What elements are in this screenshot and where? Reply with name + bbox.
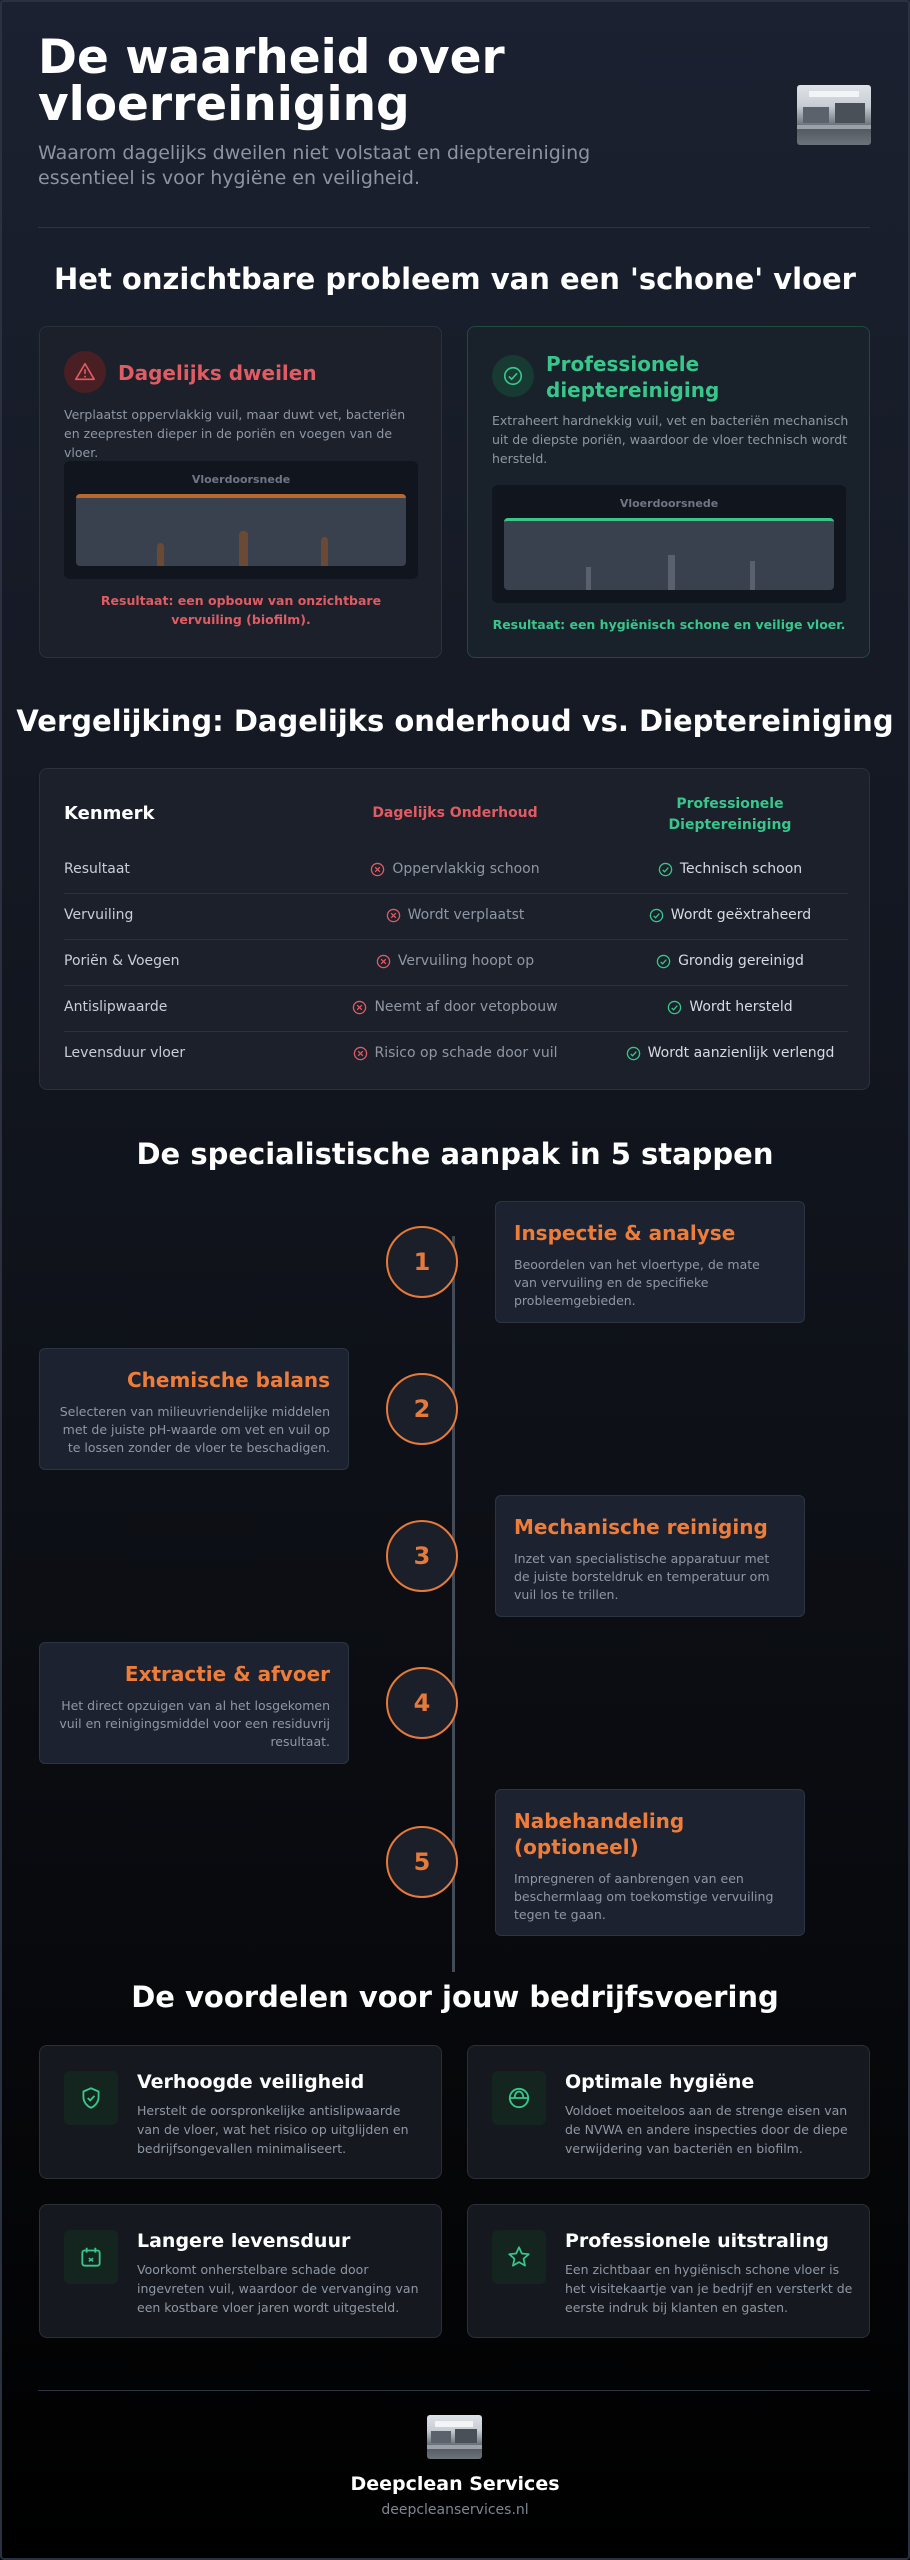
step-text: Inzet van specialistische apparatuur met de juiste borsteldruk en temperatuur om vuil los te trillen. (514, 1551, 770, 1602)
x-circle-icon (386, 908, 401, 923)
dirt-pore (239, 531, 248, 566)
deep-cell-text: Wordt geëxtraheerd (670, 907, 812, 923)
calendar-icon (64, 2230, 118, 2284)
benefit-card-hygiene (467, 2045, 870, 2179)
daily-cell (340, 907, 570, 923)
step-card-2 (39, 1348, 349, 1470)
check-circle-icon (656, 954, 671, 969)
row-label: Poriën & Voegen (64, 953, 180, 969)
x-circle-icon (376, 954, 391, 969)
benefit-title: Optimale hygiëne (565, 2071, 755, 2093)
footer-divider (38, 2390, 870, 2391)
footer-website-link[interactable]: deepcleanservices.nl (381, 2502, 529, 2518)
daily-cell-text: Vervuiling hoopt op (397, 953, 535, 969)
daily-cell-text: Neemt af door vetopbouw (374, 999, 558, 1015)
benefit-card-appearance (467, 2204, 870, 2338)
col-header-deep: Professionele Dieptereiniging (668, 796, 792, 833)
deep-floor-diagram (492, 485, 846, 603)
benefit-title: Langere levensduur (137, 2230, 351, 2252)
check-circle-icon (658, 862, 673, 877)
comparison-heading: Vergelijking: Dagelijks onderhoud vs. Dieptereiniging (16, 704, 894, 738)
row-divider (64, 985, 848, 986)
daily-mopping-card (39, 326, 442, 658)
row-divider (64, 939, 848, 940)
benefit-text: Voldoet moeiteloos aan de strenge eisen van de NVWA en andere inspecties door de diepe verwijdering van bacteriën en biofilm. (565, 2103, 848, 2156)
hygiene-icon (492, 2071, 546, 2125)
step-title: Nabehandeling (optioneel) (514, 1809, 685, 1859)
deep-cell-text: Grondig gereinigd (678, 953, 804, 969)
header-logo-image (797, 85, 871, 145)
x-circle-icon (370, 862, 385, 877)
dirt-pore (321, 537, 328, 566)
deep-cleaning-card (467, 326, 870, 658)
check-circle-icon (626, 1046, 641, 1061)
benefit-text: Herstelt de oorspronkelijke antislipwaarde van de vloer, wat het risico op uitglijden en bedrijfsongevallen minimaliseert. (137, 2103, 409, 2156)
deep-cell-text: Technisch schoon (679, 861, 803, 877)
step-card-4 (39, 1642, 349, 1764)
daily-floor-diagram (64, 461, 418, 579)
comparison-table (39, 768, 870, 1090)
deep-card-title: Professionele dieptereiniging (546, 352, 720, 402)
header-divider (38, 227, 870, 228)
step-number-3: 3 (386, 1520, 458, 1592)
row-label: Antislipwaarde (64, 999, 168, 1015)
daily-cell (340, 861, 570, 877)
daily-cell (340, 953, 570, 969)
benefits-heading: De voordelen voor jouw bedrijfsvoering (131, 1980, 779, 2014)
deep-card-result: Resultaat: een hygiënisch schone en veilige vloer. (492, 617, 846, 632)
step-card-5 (495, 1789, 805, 1936)
row-label: Resultaat (64, 861, 130, 877)
row-label: Levensduur vloer (64, 1045, 186, 1061)
daily-cell-text: Wordt verplaatst (407, 907, 525, 923)
step-title: Inspectie & analyse (514, 1221, 736, 1245)
deep-cell (610, 907, 850, 923)
deep-cell (610, 999, 850, 1015)
dirt-pore (157, 543, 164, 566)
step-number-1: 1 (386, 1226, 458, 1298)
step-card-3 (495, 1495, 805, 1617)
deep-cell (600, 1045, 860, 1061)
step-text: Impregneren of aanbrengen van een beschermlaag om toekomstige vervuiling tegen te gaan. (514, 1871, 774, 1922)
step-text: Beoordelen van het vloertype, de mate van vervuiling en de specifieke probleemgebieden. (514, 1257, 760, 1308)
benefit-title: Professionele uitstraling (565, 2230, 829, 2252)
benefit-card-safety (39, 2045, 442, 2179)
step-title: Chemische balans (126, 1368, 330, 1392)
x-circle-icon (353, 1046, 368, 1061)
footer-company-name: Deepclean Services (350, 2473, 560, 2495)
step-text: Selecteren van milieuvriendelijke middelen met de juiste pH-waarde om vet en vuil op te lossen zonder de vloer te beschadigen. (59, 1404, 330, 1455)
step-number-5: 5 (386, 1826, 458, 1898)
star-icon (492, 2230, 546, 2284)
benefit-text: Een zichtbaar en hygiënisch schone vloer is het visitekaartje van je bedrijf en versterkt de eerste indruk bij klanten en gasten. (565, 2262, 853, 2315)
daily-cell-text: Oppervlakkig schoon (392, 861, 540, 877)
daily-cell (330, 999, 580, 1015)
daily-cell-text: Risico op schade door vuil (374, 1045, 558, 1061)
step-title: Extractie & afvoer (124, 1662, 330, 1686)
row-divider (64, 893, 848, 894)
x-circle-icon (352, 1000, 367, 1015)
benefit-title: Verhoogde veiligheid (137, 2071, 365, 2093)
daily-floor-label: Vloerdoorsnede (191, 473, 291, 486)
step-number-2: 2 (386, 1373, 458, 1445)
step-card-1 (495, 1201, 805, 1323)
clean-pore (750, 561, 755, 590)
deep-card-text: Extraheert hardnekkig vuil, vet en bacteriën mechanisch uit de diepste poriën, waardoor de vloer technisch wordt hersteld. (492, 413, 849, 466)
step-number-4: 4 (386, 1667, 458, 1739)
daily-cell (330, 1045, 580, 1061)
deep-cell-text: Wordt hersteld (689, 999, 793, 1015)
steps-heading: De specialistische aanpak in 5 stappen (136, 1137, 774, 1171)
benefit-text: Voorkomt onherstelbare schade door ingevreten vuil, waardoor de vervanging van een kostbare vloer jaren wordt uitgesteld. (137, 2262, 419, 2315)
check-circle-icon (649, 908, 664, 923)
problem-heading: Het onzichtbare probleem van een 'schone' vloer (54, 262, 856, 296)
deep-cell (610, 953, 850, 969)
daily-card-result: Resultaat: een opbouw van onzichtbare vervuiling (biofilm). (100, 593, 382, 627)
col-header-feature: Kenmerk (64, 803, 155, 824)
page-subtitle: Waarom dagelijks dweilen niet volstaat en dieptereiniging essentieel is voor hygiëne en veiligheid. (38, 142, 591, 189)
check-circle-icon (492, 355, 534, 397)
row-divider (64, 1031, 848, 1032)
check-circle-icon (667, 1000, 682, 1015)
daily-card-title: Dagelijks dweilen (118, 361, 317, 385)
deep-floor-label: Vloerdoorsnede (619, 497, 719, 510)
step-text: Het direct opzuigen van al het losgekomen vuil en reinigingsmiddel voor een residuvrij resultaat. (59, 1698, 330, 1749)
step-title: Mechanische reiniging (514, 1515, 768, 1539)
footer-logo-image (427, 2415, 482, 2459)
warning-icon (64, 351, 106, 393)
benefit-card-lifespan (39, 2204, 442, 2338)
daily-card-text: Verplaatst oppervlakkig vuil, maar duwt vet, bacteriën en zeepresten dieper in de poriën en voegen van de vloer. (64, 407, 406, 460)
col-header-daily: Dagelijks Onderhoud (372, 805, 538, 821)
clean-pore (586, 567, 591, 590)
deep-cell (610, 861, 850, 877)
clean-pore (668, 555, 675, 590)
row-label: Vervuiling (64, 907, 134, 923)
deep-cell-text: Wordt aanzienlijk verlengd (647, 1045, 835, 1061)
shield-check-icon (64, 2071, 118, 2125)
page-title: De waarheid over vloerreiniging (38, 30, 505, 132)
